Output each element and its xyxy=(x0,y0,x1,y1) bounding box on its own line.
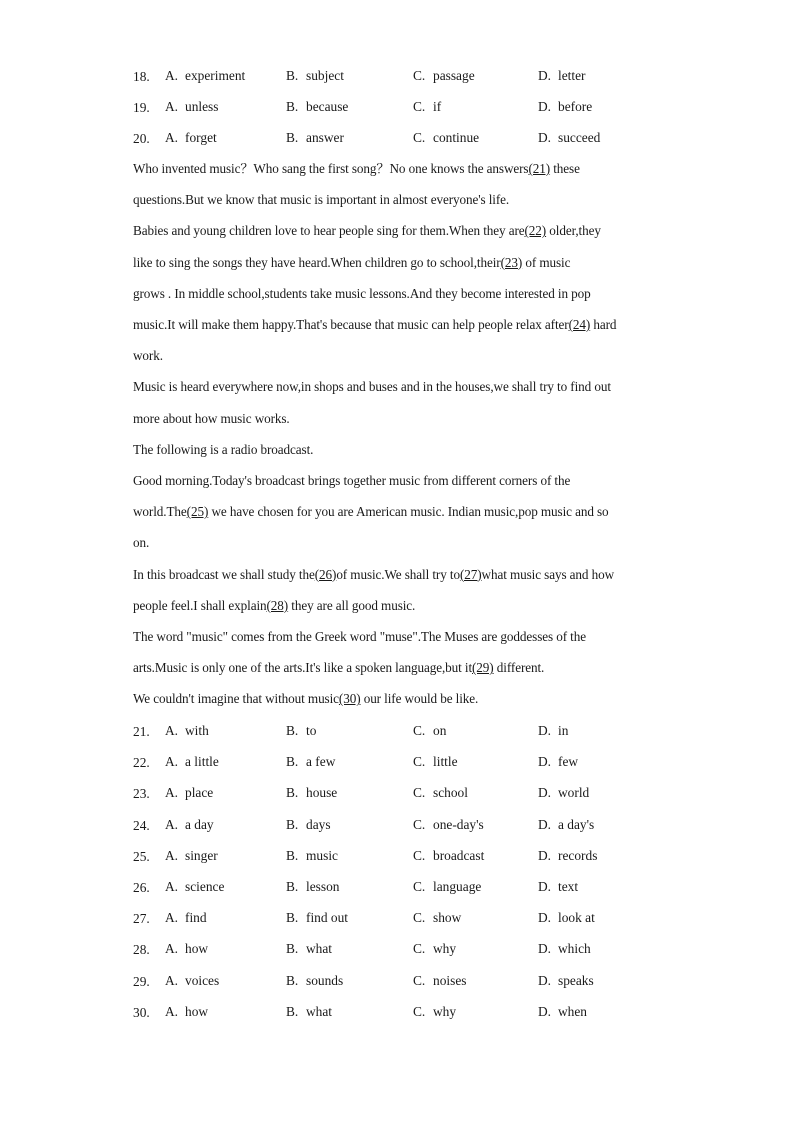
option-text: answer xyxy=(306,130,344,145)
option-letter: B. xyxy=(286,754,299,770)
blank-marker: (29) xyxy=(472,660,494,676)
answer-option xyxy=(538,814,594,836)
question-number: 19. xyxy=(133,100,150,115)
option-text: why xyxy=(433,941,457,957)
option-letter: D. xyxy=(538,879,552,894)
option-letter: A. xyxy=(165,754,179,770)
passage-text: they are all good music. xyxy=(288,597,416,613)
option-text: a little xyxy=(185,754,219,770)
option-text: how xyxy=(185,1003,209,1019)
answer-option xyxy=(538,876,578,898)
option-text: to xyxy=(306,723,317,738)
option-text: little xyxy=(433,754,458,770)
option-text: a few xyxy=(306,754,336,770)
option-letter: A. xyxy=(165,68,179,83)
answer-option xyxy=(413,127,479,149)
passage-line xyxy=(133,190,509,210)
blank-marker: (25) xyxy=(186,504,209,520)
answer-option xyxy=(165,970,219,992)
answer-option xyxy=(286,938,332,960)
answer-option xyxy=(165,845,218,867)
question-number: 22. xyxy=(133,755,150,771)
option-text: passage xyxy=(433,68,475,83)
option-text: days xyxy=(306,816,331,832)
option-letter: B. xyxy=(286,879,299,894)
blank-marker: (24) xyxy=(568,317,591,332)
passage-text: arts.Music is only one of the arts.It's like a spoken language,but it xyxy=(133,660,473,676)
option-text: lesson xyxy=(306,879,340,894)
answer-option xyxy=(413,751,458,773)
answer-option xyxy=(413,720,446,742)
answer-option xyxy=(286,876,339,898)
answer-option xyxy=(165,814,214,836)
passage-text: Babies and young children love to hear people sing for them.When they are xyxy=(133,223,525,239)
option-text: show xyxy=(433,910,462,926)
option-letter: B. xyxy=(286,816,299,832)
passage-text: questions.But we know that music is important in almost everyone's life. xyxy=(133,192,510,208)
option-text: subject xyxy=(306,68,344,83)
option-text: unless xyxy=(185,99,219,114)
passage-text: hard xyxy=(590,317,617,332)
passage-text: Good morning.Today's broadcast brings together music from different corners of the xyxy=(133,473,571,488)
option-text: what xyxy=(306,941,333,957)
option-letter: A. xyxy=(165,847,179,863)
blank-marker: (27) xyxy=(459,566,482,582)
option-letter: D. xyxy=(538,785,552,801)
option-letter: D. xyxy=(538,910,552,926)
passage-text: In this broadcast we shall study the xyxy=(133,566,315,582)
option-letter: D. xyxy=(538,941,552,957)
question-number: 28. xyxy=(133,942,150,958)
option-text: school xyxy=(433,785,468,801)
option-letter: A. xyxy=(165,1003,179,1019)
option-letter: B. xyxy=(286,785,299,801)
option-letter: C. xyxy=(413,723,426,738)
passage-line xyxy=(133,409,290,429)
passage-line xyxy=(133,471,570,491)
answer-option xyxy=(165,127,217,149)
option-letter: A. xyxy=(165,816,179,832)
answer-option xyxy=(286,751,335,773)
blank-marker: (26) xyxy=(314,566,337,582)
passage-line xyxy=(133,221,601,241)
option-text: voices xyxy=(185,972,220,988)
question-number: 20. xyxy=(133,131,150,146)
passage-line xyxy=(133,533,149,553)
passage-text: We couldn't imagine that without music xyxy=(133,691,339,707)
answer-option xyxy=(286,970,343,992)
option-letter: B. xyxy=(286,910,299,926)
option-letter: A. xyxy=(165,130,179,145)
option-letter: C. xyxy=(413,99,426,114)
passage-text: these xyxy=(550,161,580,176)
answer-option xyxy=(538,782,589,804)
passage-text: The following is a radio broadcast. xyxy=(133,441,314,457)
answer-option xyxy=(413,876,481,898)
option-letter: D. xyxy=(538,723,552,738)
option-text: succeed xyxy=(558,130,601,145)
option-text: speaks xyxy=(558,972,594,988)
passage-text: what music says and how xyxy=(481,566,615,582)
option-letter: D. xyxy=(538,130,552,145)
passage-line xyxy=(133,502,609,522)
passage-text: Music is heard everywhere now,in shops and buses and in the houses,we shall try to find out xyxy=(133,379,611,395)
option-letter: A. xyxy=(165,910,179,926)
option-text: singer xyxy=(185,847,218,863)
option-letter: C. xyxy=(413,910,426,926)
option-text: before xyxy=(558,99,593,114)
passage-line xyxy=(133,596,415,616)
answer-option xyxy=(286,782,337,804)
answer-option xyxy=(413,814,484,836)
passage-text: The word "music" comes from the Greek word "muse".The Muses are goddesses of the xyxy=(133,629,586,644)
answer-option xyxy=(413,938,456,960)
passage-text: work. xyxy=(133,348,163,364)
option-letter: A. xyxy=(165,941,179,957)
option-text: when xyxy=(558,1003,588,1019)
option-text: with xyxy=(185,723,209,738)
option-text: if xyxy=(433,99,442,114)
passage-text: we have chosen for you are American music. Indian music,pop music and so xyxy=(208,504,609,520)
option-text: continue xyxy=(433,130,480,145)
option-text: few xyxy=(558,754,579,770)
answer-option xyxy=(538,845,597,867)
option-letter: B. xyxy=(286,723,299,738)
question-number: 30. xyxy=(133,1004,150,1020)
answer-option xyxy=(165,96,218,118)
passage-text: of music xyxy=(522,254,571,270)
blank-marker: (30) xyxy=(338,691,361,707)
option-letter: A. xyxy=(165,723,179,738)
option-letter: C. xyxy=(413,816,426,832)
passage-line xyxy=(133,377,611,397)
option-text: letter xyxy=(558,68,586,83)
question-number: 21. xyxy=(133,724,150,739)
option-letter: C. xyxy=(413,847,426,863)
answer-option xyxy=(413,96,441,118)
question-number: 26. xyxy=(133,880,150,895)
answer-option xyxy=(538,127,600,149)
option-text: how xyxy=(185,941,209,957)
question-number: 23. xyxy=(133,786,150,802)
option-letter: C. xyxy=(413,785,426,801)
option-letter: D. xyxy=(538,99,552,114)
option-letter: C. xyxy=(413,879,426,894)
answer-option xyxy=(165,938,208,960)
passage-line xyxy=(133,284,591,304)
question-number: 24. xyxy=(133,817,150,833)
answer-option xyxy=(413,1001,456,1023)
blank-marker: (23) xyxy=(500,254,523,270)
answer-option xyxy=(286,907,348,929)
option-text: look at xyxy=(558,910,595,926)
passage-text: people feel.I shall explain xyxy=(133,597,267,613)
passage-text: grows . In middle school,students take music lessons.And they become interested in pop xyxy=(133,285,591,301)
passage-text: like to sing the songs they have heard.When children go to school,their xyxy=(133,254,501,270)
passage-text: Who invented music？Who sang the first song？No one knows the answers xyxy=(133,161,529,176)
option-letter: C. xyxy=(413,941,426,957)
option-letter: B. xyxy=(286,847,299,863)
option-letter: B. xyxy=(286,1003,299,1019)
option-letter: C. xyxy=(413,68,426,83)
option-letter: D. xyxy=(538,1003,552,1019)
option-letter: B. xyxy=(286,941,299,957)
answer-option xyxy=(538,751,578,773)
option-letter: B. xyxy=(286,972,299,988)
passage-text: older,they xyxy=(546,223,601,239)
answer-option xyxy=(413,845,484,867)
option-text: world xyxy=(558,785,590,801)
question-number: 18. xyxy=(133,69,150,84)
passage-line xyxy=(133,565,614,585)
option-text: noises xyxy=(433,972,467,988)
answer-option xyxy=(538,720,568,742)
option-letter: B. xyxy=(286,130,299,145)
answer-option xyxy=(538,96,592,118)
option-text: on xyxy=(433,723,447,738)
answer-option xyxy=(165,751,219,773)
blank-marker: (21) xyxy=(528,161,551,176)
passage-text: more about how music works. xyxy=(133,410,290,426)
passage-line xyxy=(133,346,163,366)
answer-option xyxy=(538,65,586,87)
option-letter: D. xyxy=(538,816,552,832)
option-text: records xyxy=(558,847,598,863)
question-number: 27. xyxy=(133,911,150,927)
answer-option xyxy=(413,907,461,929)
passage-text: music.It will make them happy.That's because that music can help people relax after xyxy=(133,317,569,332)
passage-line xyxy=(133,440,313,460)
passage-text: on. xyxy=(133,535,150,551)
option-letter: C. xyxy=(413,972,426,988)
option-text: what xyxy=(306,1003,333,1019)
option-text: text xyxy=(558,879,579,894)
option-text: experiment xyxy=(185,68,246,83)
option-letter: A. xyxy=(165,99,179,114)
passage-line xyxy=(133,159,580,179)
passage-line xyxy=(133,253,570,273)
option-letter: C. xyxy=(413,754,426,770)
answer-option xyxy=(165,907,207,929)
option-letter: A. xyxy=(165,879,179,894)
answer-option xyxy=(286,96,348,118)
option-text: language xyxy=(433,879,482,894)
answer-option xyxy=(286,814,331,836)
option-text: house xyxy=(306,785,338,801)
option-letter: A. xyxy=(165,785,179,801)
option-text: place xyxy=(185,785,214,801)
blank-marker: (22) xyxy=(524,223,547,239)
passage-text: world.The xyxy=(133,504,187,520)
option-letter: C. xyxy=(413,130,426,145)
option-text: a day's xyxy=(558,816,595,832)
passage-line xyxy=(133,315,616,335)
answer-option xyxy=(538,970,594,992)
option-text: why xyxy=(433,1003,457,1019)
option-text: broadcast xyxy=(433,847,485,863)
passage-line xyxy=(133,689,478,709)
option-letter: D. xyxy=(538,68,552,83)
option-text: a day xyxy=(185,816,214,832)
question-number: 29. xyxy=(133,973,150,989)
answer-option xyxy=(286,845,338,867)
option-letter: C. xyxy=(413,1003,426,1019)
passage-line xyxy=(133,627,586,647)
option-text: which xyxy=(558,941,591,957)
option-letter: D. xyxy=(538,972,552,988)
answer-option xyxy=(286,720,316,742)
answer-option xyxy=(538,938,591,960)
answer-option xyxy=(413,65,475,87)
option-letter: D. xyxy=(538,754,552,770)
passage-line xyxy=(133,658,544,678)
answer-option xyxy=(165,876,224,898)
answer-option xyxy=(286,127,344,149)
answer-option xyxy=(286,1001,332,1023)
answer-option xyxy=(286,65,344,87)
answer-option xyxy=(413,970,466,992)
blank-marker: (28) xyxy=(266,597,289,613)
passage-text: our life would be like. xyxy=(360,691,479,707)
option-text: find out xyxy=(306,910,349,926)
answer-option xyxy=(538,907,595,929)
option-letter: B. xyxy=(286,68,299,83)
option-text: forget xyxy=(185,130,217,145)
option-text: science xyxy=(185,879,225,894)
option-text: one-day's xyxy=(433,816,484,832)
answer-option xyxy=(165,65,245,87)
option-text: music xyxy=(306,847,338,863)
passage-text: different. xyxy=(493,660,545,676)
answer-option xyxy=(165,1001,208,1023)
option-letter: A. xyxy=(165,972,179,988)
option-text: because xyxy=(306,99,349,114)
answer-option xyxy=(413,782,468,804)
option-letter: B. xyxy=(286,99,299,114)
passage-text: of music.We shall try to xyxy=(336,566,460,582)
option-text: find xyxy=(185,910,207,926)
answer-option xyxy=(165,720,209,742)
option-letter: D. xyxy=(538,847,552,863)
question-number: 25. xyxy=(133,848,150,864)
option-text: in xyxy=(558,723,569,738)
option-text: sounds xyxy=(306,972,344,988)
answer-option xyxy=(538,1001,587,1023)
answer-option xyxy=(165,782,213,804)
